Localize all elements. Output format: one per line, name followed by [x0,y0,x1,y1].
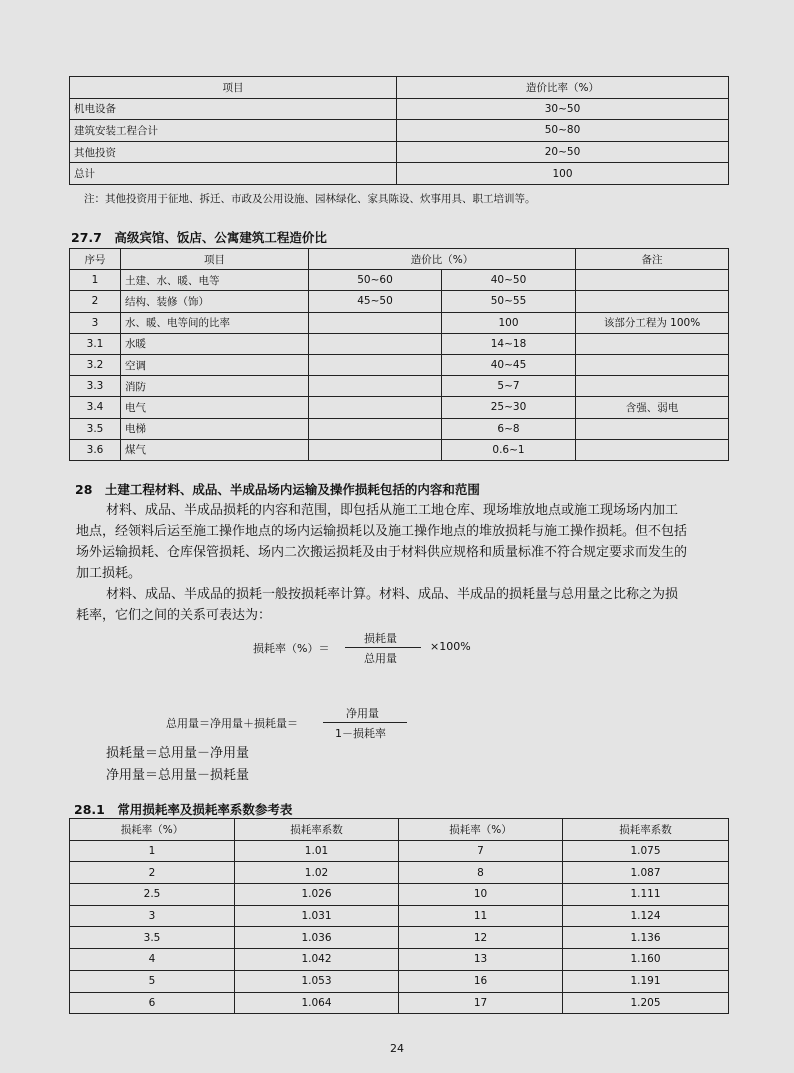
table-row [70,397,729,418]
cell-remark [576,270,729,291]
table-row [70,291,729,312]
column-header: 损耗率（%） [399,819,563,841]
equation-line: 净用量＝总用量－损耗量 [106,768,250,783]
cell-item: 电气 [121,397,309,418]
cell-coefficient: 1.136 [563,927,729,949]
cell-ratio-b: 5~7 [442,376,576,397]
cell-no: 1 [70,270,121,291]
section-28-title: 28 土建工程材料、成品、半成品场内运输及操作损耗包括的内容和范围 [75,482,480,497]
cell-coefficient: 1.042 [235,949,399,971]
cell-remark: 该部分工程为 100% [576,312,729,333]
formula2-fraction-bar [323,722,407,723]
cell-ratio-b: 6~8 [442,418,576,439]
cell-coefficient: 1.205 [563,992,729,1014]
table-row [70,163,729,185]
column-header: 损耗率（%） [70,819,235,841]
cell-coefficient: 1.160 [563,949,729,971]
section-28-1-title: 28.1 常用损耗率及损耗率系数参考表 [74,802,293,817]
cell-item: 空调 [121,354,309,375]
table-row [70,884,729,906]
cell-ratio-a [309,397,442,418]
cell-item: 水、暖、电等间的比率 [121,312,309,333]
cell-item: 水暖 [121,333,309,354]
table-row [70,354,729,375]
cell-no: 3 [70,312,121,333]
cell-coefficient: 1.087 [563,862,729,884]
cell-rate: 5 [70,970,235,992]
paragraph-line: 加工损耗。 [76,566,142,581]
cell-ratio-a [309,333,442,354]
cell-remark [576,376,729,397]
cell-no: 3.6 [70,439,121,460]
formula2-denominator: 1－损耗率 [335,727,386,740]
cell-ratio: 50~80 [397,120,729,142]
table-row [70,418,729,439]
cell-rate: 16 [399,970,563,992]
cell-rate: 8 [399,862,563,884]
table-row [70,141,729,163]
table-row [70,439,729,460]
section-27-7-title: 27.7 高级宾馆、饭店、公寓建筑工程造价比 [71,230,327,245]
paragraph-line: 材料、成品、半成品的损耗一般按损耗率计算。材料、成品、半成品的损耗量与总用量之比称之为损 [106,587,679,602]
cell-rate: 3.5 [70,927,235,949]
column-header: 造价比率（%） [397,77,729,99]
cell-ratio: 20~50 [397,141,729,163]
table-row [70,840,729,862]
cell-ratio-a: 50~60 [309,270,442,291]
paragraph-line: 材料、成品、半成品损耗的内容和范围，即包括从施工工地仓库、现场堆放地点或施工现场场内加工 [106,503,679,518]
page-number: 24 [390,1042,404,1055]
column-header: 损耗率系数 [563,819,729,841]
table-row [70,970,729,992]
cell-no: 3.1 [70,333,121,354]
table-row [70,376,729,397]
cell-ratio-b: 40~45 [442,354,576,375]
paragraph-line: 场外运输损耗、仓库保管损耗、场内二次搬运损耗及由于材料供应规格和质量标准不符合规定要求而发生的 [76,545,688,560]
column-header: 项目 [70,77,397,99]
paragraph-line: 地点，经领料后运至施工操作地点的场内运输损耗以及施工操作地点的堆放损耗与施工操作损耗。但不包括 [76,524,688,539]
cell-ratio: 100 [397,163,729,185]
cell-item: 建筑安装工程合计 [70,120,397,142]
cell-ratio-b: 0.6~1 [442,439,576,460]
cell-item: 消防 [121,376,309,397]
formula2-numerator: 净用量 [346,707,379,720]
cell-rate: 13 [399,949,563,971]
cell-coefficient: 1.124 [563,905,729,927]
cell-coefficient: 1.02 [235,862,399,884]
cell-no: 3.2 [70,354,121,375]
cell-no: 3.4 [70,397,121,418]
cell-coefficient: 1.031 [235,905,399,927]
column-header: 项目 [121,249,309,270]
cell-ratio-a [309,439,442,460]
column-header: 损耗率系数 [235,819,399,841]
cell-ratio-b: 40~50 [442,270,576,291]
cell-remark [576,354,729,375]
cell-ratio-a [309,418,442,439]
cell-rate: 2 [70,862,235,884]
cell-no: 3.3 [70,376,121,397]
table-row [70,949,729,971]
cell-ratio-a [309,312,442,333]
column-header: 备注 [576,249,729,270]
cell-rate: 11 [399,905,563,927]
formula1-numerator: 损耗量 [364,632,397,645]
paragraph-line: 耗率，它们之间的关系可表达为： [76,608,272,623]
investment-ratio-table [69,76,729,185]
cell-coefficient: 1.026 [235,884,399,906]
cell-rate: 17 [399,992,563,1014]
formula1-left: 损耗率（%）＝ [253,642,330,655]
table-header-row [70,249,729,270]
table-row [70,927,729,949]
table-row [70,862,729,884]
cell-rate: 1 [70,840,235,862]
cell-remark [576,333,729,354]
cell-coefficient: 1.036 [235,927,399,949]
cell-coefficient: 1.053 [235,970,399,992]
formula1-denominator: 总用量 [364,652,397,665]
cell-rate: 12 [399,927,563,949]
cell-no: 2 [70,291,121,312]
cell-ratio-b: 25~30 [442,397,576,418]
table-row [70,905,729,927]
table-header-row [70,819,729,841]
table1-note: 注：其他投资用于征地、拆迁、市政及公用设施、园林绿化、家具陈设、炊事用具、职工培训等。 [84,193,536,205]
cell-ratio: 30~50 [397,98,729,120]
cell-rate: 2.5 [70,884,235,906]
cell-ratio-a [309,354,442,375]
cell-item: 总计 [70,163,397,185]
cell-remark: 含强、弱电 [576,397,729,418]
cell-ratio-b: 14~18 [442,333,576,354]
cell-ratio-b: 100 [442,312,576,333]
cell-item: 结构、装修（饰） [121,291,309,312]
cell-coefficient: 1.01 [235,840,399,862]
cell-rate: 10 [399,884,563,906]
cell-coefficient: 1.075 [563,840,729,862]
cell-ratio-b: 50~55 [442,291,576,312]
formula1-right: ×100% [430,640,471,653]
cell-rate: 3 [70,905,235,927]
cell-ratio-a [309,376,442,397]
cell-item: 煤气 [121,439,309,460]
cell-coefficient: 1.191 [563,970,729,992]
cell-item: 土建、水、暖、电等 [121,270,309,291]
cell-coefficient: 1.111 [563,884,729,906]
table-row [70,992,729,1014]
equation-line: 损耗量＝总用量－净用量 [106,746,250,761]
cell-remark [576,418,729,439]
table-row [70,312,729,333]
cell-remark [576,439,729,460]
formula2-left: 总用量＝净用量＋损耗量＝ [166,717,298,730]
formula1-fraction-bar [345,647,421,648]
table-header-row [70,77,729,99]
loss-rate-coefficient-table [69,818,729,1014]
table-row [70,270,729,291]
cell-rate: 6 [70,992,235,1014]
table-row [70,98,729,120]
hotel-cost-ratio-table [69,248,729,461]
cell-rate: 4 [70,949,235,971]
cell-remark [576,291,729,312]
cell-coefficient: 1.064 [235,992,399,1014]
cell-item: 电梯 [121,418,309,439]
cell-item: 机电设备 [70,98,397,120]
cell-ratio-a: 45~50 [309,291,442,312]
column-header: 造价比（%） [309,249,576,270]
cell-rate: 7 [399,840,563,862]
column-header: 序号 [70,249,121,270]
cell-no: 3.5 [70,418,121,439]
table-row [70,120,729,142]
table-row [70,333,729,354]
cell-item: 其他投资 [70,141,397,163]
